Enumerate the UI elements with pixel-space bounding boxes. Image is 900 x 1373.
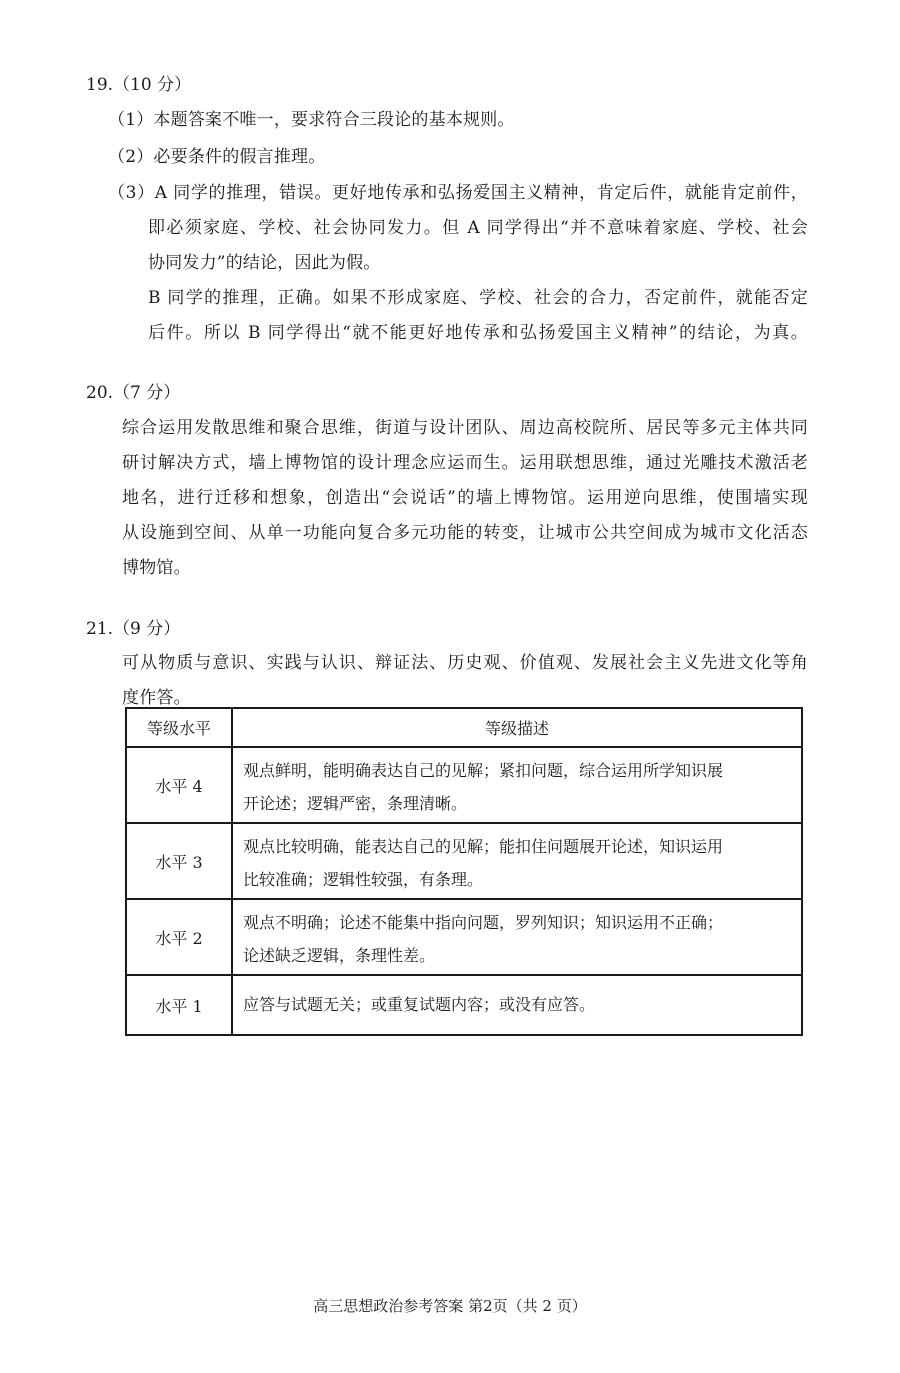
description-cell	[232, 975, 802, 1035]
header-description: 等级描述	[232, 708, 802, 747]
description-cell	[232, 899, 802, 975]
description-line: 观点不明确；论述不能集中指向问题，罗列知识；知识运用不正确；	[243, 913, 724, 932]
q21-line1: 可从物质与意识、实践与认识、辩证法、历史观、价值观、发展社会主义先进文化等角	[122, 653, 808, 673]
q19-part4-line1: B 同学的推理，正确。如果不形成家庭、学校、社会的合力，否定前件，就能否定	[148, 288, 808, 308]
description-line: 比较准确；逻辑性较强，有条理。	[243, 870, 484, 889]
q21-title: 21.（9 分）	[86, 619, 181, 639]
table-row	[126, 975, 802, 1035]
description-line: 论述缺乏逻辑，条理性差。	[243, 946, 436, 965]
q20-line1: 综合运用发散思维和聚合思维，街道与设计团队、周边高校院所、居民等多元主体共同	[122, 418, 808, 438]
q19-part1: （1）本题答案不唯一，要求符合三段论的基本规则。	[108, 110, 515, 130]
table-row	[126, 747, 802, 823]
q19-part3-line3: 协同发力”的结论，因此为假。	[148, 253, 381, 273]
description-cell	[232, 823, 802, 899]
description-line: 观点鲜明，能明确表达自己的见解；紧扣问题，综合运用所学知识展	[243, 761, 724, 780]
table-row	[126, 899, 802, 975]
q19-part3-line2: 即必须家庭、学校、社会协同发力。但 A 同学得出“并不意味着家庭、学校、社会	[148, 218, 808, 238]
q20-line2: 研讨解决方式，墙上博物馆的设计理念应运而生。运用联想思维，通过光雕技术激活老	[122, 453, 808, 473]
level-cell: 水平 1	[126, 975, 232, 1035]
q21-line2: 度作答。	[122, 688, 191, 708]
q19-part4-line2: 后件。所以 B 同学得出“就不能更好地传承和弘扬爱国主义精神”的结论，为真。	[148, 323, 808, 343]
level-cell: 水平 4	[126, 747, 232, 823]
q20-line5: 博物馆。	[122, 558, 191, 578]
level-cell: 水平 3	[126, 823, 232, 899]
q19-title: 19.（10 分）	[86, 75, 192, 95]
q20-title: 20.（7 分）	[86, 383, 181, 403]
description-cell	[232, 747, 802, 823]
level-cell: 水平 2	[126, 899, 232, 975]
description-line: 开论述；逻辑严密，条理清晰。	[243, 794, 468, 813]
description-line: 观点比较明确，能表达自己的见解；能扣住问题展开论述，知识运用	[243, 837, 724, 856]
description-line: 应答与试题无关；或重复试题内容；或没有应答。	[243, 995, 596, 1014]
header-level: 等级水平	[126, 708, 232, 747]
q20-line3: 地名，进行迁移和想象，创造出“会说话”的墙上博物馆。运用逆向思维，使围墙实现	[122, 488, 808, 508]
q19-part2: （2）必要条件的假言推理。	[108, 147, 326, 167]
table-row	[126, 823, 802, 899]
q20-line4: 从设施到空间、从单一功能向复合多元功能的转变，让城市公共空间成为城市文化活态	[122, 523, 808, 543]
page-footer: 高三思想政治参考答案 第2页（共 2 页）	[313, 1297, 587, 1315]
grading-rubric-table	[125, 707, 803, 1036]
q19-part3-line1: （3）A 同学的推理，错误。更好地传承和弘扬爱国主义精神，肯定后件，就能肯定前件，	[108, 183, 808, 203]
